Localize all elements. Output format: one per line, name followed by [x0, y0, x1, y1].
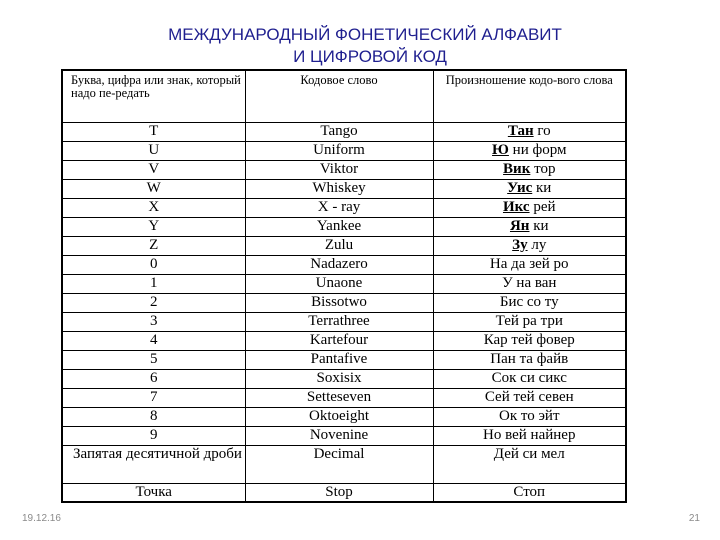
pronunciation-cell [433, 255, 626, 274]
pronunciation-cell [433, 350, 626, 369]
header-pronunciation: Произношение кодо-вого слова [433, 70, 626, 122]
code-word-cell: Bissotwo [245, 293, 433, 312]
pronunciation-text: Пан та файв [490, 351, 569, 367]
symbol-cell: Запятая десятичной дроби [62, 445, 245, 483]
table-row [62, 217, 626, 236]
table-row [62, 388, 626, 407]
table-row [62, 350, 626, 369]
symbol-cell: U [62, 141, 245, 160]
slide-date: 19.12.16 [22, 513, 61, 524]
code-word-cell: Tango [245, 122, 433, 141]
pronunciation-cell [433, 198, 626, 217]
pronunciation-text: ни форм [508, 142, 567, 158]
table-row [62, 426, 626, 445]
symbol-cell: X [62, 198, 245, 217]
table-row [62, 369, 626, 388]
stressed-syllable: Ян [509, 218, 530, 234]
pronunciation-text: тор [530, 161, 556, 177]
pronunciation-text: лу [527, 237, 547, 253]
pronunciation-text: Стоп [513, 483, 546, 500]
table-row [62, 274, 626, 293]
table-row [62, 255, 626, 274]
slide-number: 21 [688, 513, 700, 524]
pronunciation-text: Но вей найнер [483, 427, 576, 443]
stressed-syllable: Уис [507, 180, 533, 196]
table-row [62, 236, 626, 255]
code-word-cell: Setteseven [245, 388, 433, 407]
symbol-cell: 8 [62, 407, 245, 426]
code-word-cell: Yankee [245, 217, 433, 236]
stressed-syllable: Икс [502, 199, 530, 215]
pronunciation-text: Сок си сикс [491, 370, 567, 386]
table-row [62, 331, 626, 350]
symbol-cell: T [62, 122, 245, 141]
code-word-cell: Stop [245, 483, 433, 502]
pronunciation-text: Кар тей фовер [483, 332, 575, 348]
symbol-cell: Точка [62, 483, 245, 502]
code-word-cell: Kartefour [245, 331, 433, 350]
code-word-cell: Whiskey [245, 179, 433, 198]
pronunciation-text: го [533, 123, 551, 139]
pronunciation-cell [433, 426, 626, 445]
pronunciation-cell [433, 331, 626, 350]
table-row [62, 407, 626, 426]
symbol-cell: 3 [62, 312, 245, 331]
pronunciation-cell [433, 160, 626, 179]
symbol-cell: 4 [62, 331, 245, 350]
pronunciation-text: ки [532, 180, 552, 196]
stressed-syllable: Ю [492, 142, 509, 158]
code-word-cell: Viktor [245, 160, 433, 179]
table-row [62, 483, 626, 502]
code-word-cell: Nadazero [245, 255, 433, 274]
pronunciation-cell [433, 293, 626, 312]
pronunciation-cell [433, 369, 626, 388]
symbol-cell: Y [62, 217, 245, 236]
symbol-cell: 1 [62, 274, 245, 293]
symbol-cell: Z [62, 236, 245, 255]
table-row [62, 179, 626, 198]
table-row [62, 293, 626, 312]
table-row [62, 122, 626, 141]
pronunciation-cell [433, 274, 626, 293]
pronunciation-text: Тей ра три [495, 313, 563, 329]
symbol-cell: V [62, 160, 245, 179]
pronunciation-text: У на ван [502, 275, 557, 291]
code-word-cell: Oktoeight [245, 407, 433, 426]
code-word-cell: Decimal [245, 445, 433, 483]
phonetic-alphabet-table [61, 69, 627, 503]
pronunciation-cell [433, 236, 626, 255]
stressed-syllable: Зу [512, 237, 528, 253]
code-word-cell: Unaone [245, 274, 433, 293]
pronunciation-cell [433, 445, 626, 483]
symbol-cell: W [62, 179, 245, 198]
table-row [62, 445, 626, 483]
stressed-syllable: Тан [507, 123, 534, 139]
pronunciation-cell [433, 217, 626, 236]
page-title [0, 24, 720, 68]
stressed-syllable: Вик [503, 161, 531, 177]
code-word-cell: Pantafive [245, 350, 433, 369]
pronunciation-text: рей [529, 199, 556, 215]
code-word-cell: Soxisix [245, 369, 433, 388]
title-line-2: И ЦИФРОВОЙ КОД [293, 47, 447, 66]
symbol-cell: 6 [62, 369, 245, 388]
symbol-cell: 0 [62, 255, 245, 274]
pronunciation-cell [433, 388, 626, 407]
pronunciation-text: Ок то эйт [499, 408, 560, 424]
pronunciation-cell [433, 122, 626, 141]
header-symbol: Буква, цифра или знак, который надо пе-редать [62, 70, 245, 122]
table-row [62, 312, 626, 331]
pronunciation-cell [433, 179, 626, 198]
pronunciation-text: Сей тей севен [484, 389, 574, 405]
code-word-cell: Terrathree [245, 312, 433, 331]
symbol-cell: 9 [62, 426, 245, 445]
table-header-row [62, 70, 626, 122]
pronunciation-text: ки [529, 218, 549, 234]
code-word-cell: Zulu [245, 236, 433, 255]
code-word-cell: X - ray [245, 198, 433, 217]
table-row [62, 141, 626, 160]
table-row [62, 160, 626, 179]
code-word-cell: Uniform [245, 141, 433, 160]
symbol-cell: 7 [62, 388, 245, 407]
symbol-cell: 2 [62, 293, 245, 312]
pronunciation-text: Дей си мел [493, 445, 565, 462]
header-code-word: Кодовое слово [245, 70, 433, 122]
pronunciation-cell [433, 141, 626, 160]
pronunciation-cell [433, 407, 626, 426]
symbol-cell: 5 [62, 350, 245, 369]
pronunciation-cell [433, 312, 626, 331]
title-line-1: МЕЖДУНАРОДНЫЙ ФОНЕТИЧЕСКИЙ АЛФАВИТ [168, 25, 562, 44]
pronunciation-text: Бис со ту [499, 294, 559, 310]
code-word-cell: Novenine [245, 426, 433, 445]
table-row [62, 198, 626, 217]
pronunciation-text: На да зей ро [489, 256, 569, 272]
pronunciation-cell [433, 483, 626, 502]
